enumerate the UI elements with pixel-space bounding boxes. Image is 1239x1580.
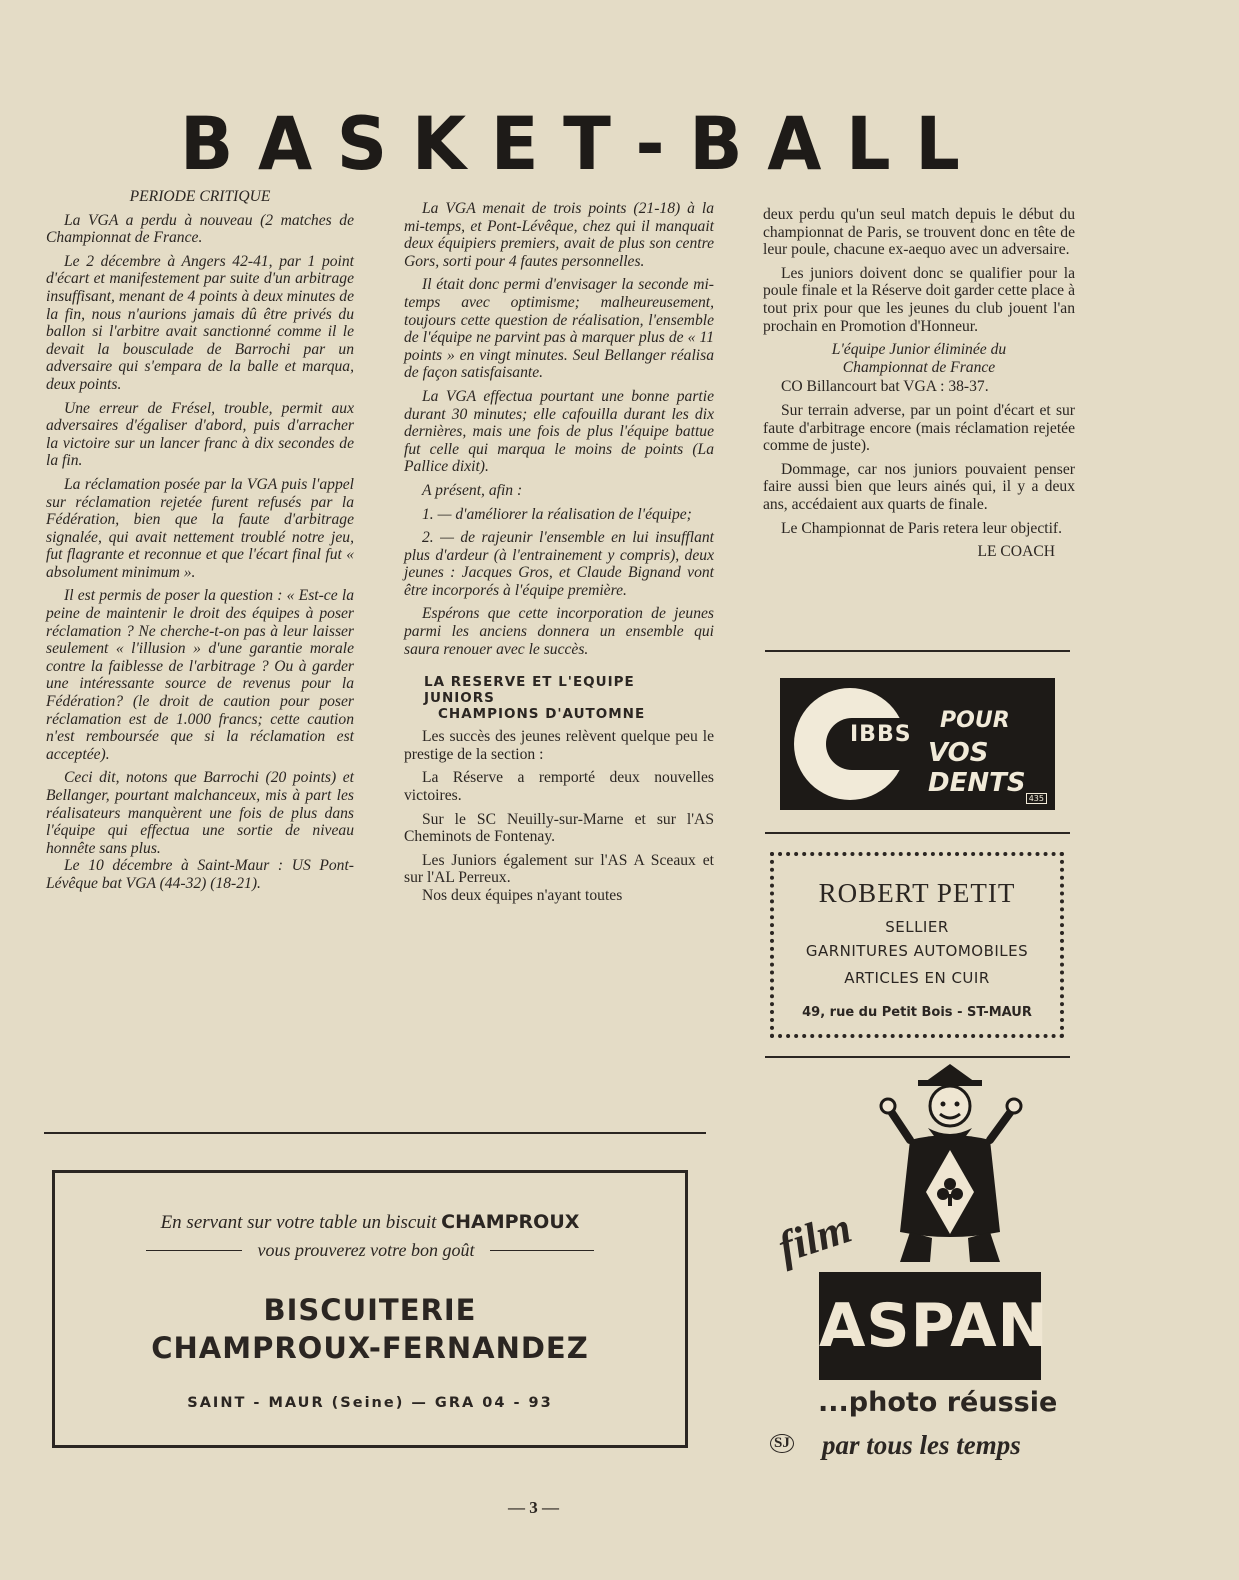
champroux-advertisement	[52, 1170, 688, 1448]
paragraph: Une erreur de Frésel, trouble, permit aux adversaires d'égaliser d'abord, puis d'arracher la victoire sur un lancer franc à dix secondes de la fin.	[46, 399, 354, 470]
section-heading	[424, 674, 714, 722]
article-column-2	[404, 200, 714, 911]
headline-letter: -	[635, 100, 665, 188]
decorative-rule	[490, 1250, 594, 1251]
headline-letter: L	[915, 100, 960, 188]
paragraph: Les succès des jeunes relèvent quelque peu le prestige de la section :	[404, 728, 714, 763]
divider	[44, 1132, 706, 1134]
paragraph: A présent, afin :	[422, 481, 523, 499]
headline-letter: A	[257, 100, 313, 188]
champroux-company-line: BISCUITERIE	[263, 1293, 477, 1327]
headline-letter: L	[846, 100, 891, 188]
section-heading-line: LA RESERVE ET L'EQUIPE	[424, 674, 635, 691]
aspan-tagline-2: par tous les temps	[822, 1430, 1021, 1460]
headline-letter: S	[336, 100, 388, 188]
paragraph: Dommage, car nos juniors pouvaient penser faire aussi bien que leurs ainés qui, il y a deux ans, accédaient aux quarts de finale.	[763, 460, 1075, 513]
paragraph: Il était donc permi d'envisager la seconde mi-temps avec optimisme; malheureusement, toujours cette question de réalisation, l'ensemble de l'équipe ne parvint pas à marquer plus de « 11 points » en vingt minutes. Seul Bellanger réalisa de façon satisfaisante.	[404, 276, 714, 382]
divider	[765, 650, 1070, 652]
aspan-advertisement	[770, 1062, 1070, 1472]
article-subtitle: PERIODE CRITIQUE	[129, 188, 271, 205]
divider	[765, 832, 1070, 834]
gibbs-slogan-2: VOS DENTS	[928, 738, 1026, 798]
paragraph: La réclamation posée par la VGA puis l'appel sur réclamation rejetée furent refusés par la Fédération, bien que la faute d'arbitrage signalée, qui avait nettement troublé notre jeu, fut flagrante et reconnue et que l'écart final fut « absolument minimum ».	[46, 475, 354, 581]
aspan-brand: ASPAN	[819, 1272, 1041, 1380]
paragraph: 1. — d'améliorer la réalisation de l'équipe;	[422, 505, 692, 523]
paragraph: deux perdu qu'un seul match depuis le début du championnat de Paris, se trouvent donc en tête de leur poule, chacune ex-aequo avec un adversaire.	[763, 206, 1075, 259]
champroux-brand: CHAMPROUX	[441, 1211, 580, 1233]
paragraph: La VGA menait de trois points (21-18) à la mi-temps, et Pont-Lévêque, chez qui il manquait deux équipiers premiers, avait de plus son centre Gors, sorti pour 4 fautes personnelles.	[404, 200, 714, 270]
headline-letter: B	[180, 100, 234, 188]
champroux-footer: SAINT - MAUR (Seine) — GRA 04 - 93	[187, 1395, 553, 1411]
paragraph: Sur le SC Neuilly-sur-Marne et sur l'AS Cheminots de Fontenay.	[404, 810, 714, 846]
paragraph: La VGA a perdu à nouveau (2 matches de Championnat de France.	[46, 211, 354, 247]
paragraph: Le 2 décembre à Angers 42-41, par 1 point d'écart et manifestement par suite d'un arbitrage insuffisant, menant de 4 points à deux minutes de la fin, nous n'aurions jamais dû être privés du ballon si l'arbitre avait sanctionné comme il le devait la bousculade de Barrochi par un adversaire qui s'empara de la balle et marqua, deux points.	[46, 252, 354, 393]
champroux-company	[55, 1291, 685, 1367]
paragraph: Espérons que cette incorporation de jeunes parmi les anciens donnera un ensemble qui saura renouer avec le succès.	[404, 605, 714, 658]
aspan-mark: SJ	[770, 1434, 794, 1453]
petit-address: 49, rue du Petit Bois - ST-MAUR	[802, 1005, 1032, 1020]
paragraph: Nos deux équipes n'ayant toutes	[422, 887, 623, 904]
gibbs-advertisement	[780, 678, 1055, 810]
section-heading-line: CHAMPIONS D'AUTOMNE	[438, 706, 646, 723]
headline-letter: B	[689, 100, 743, 188]
subtitle-line: Championnat de France	[842, 358, 996, 376]
champroux-company-line: CHAMPROUX-FERNANDEZ	[151, 1331, 589, 1365]
aspan-film-script: film	[772, 1202, 858, 1273]
headline-letter: A	[767, 100, 822, 188]
gibbs-brand: IBBS	[850, 722, 912, 747]
paragraph: La VGA effectua pourtant une bonne partie durant 30 minutes; elle cafouilla durant les dix dernières, mais une fois de plus l'équipe battue fut celle qui marqua le moins de points (La Pallice dixit).	[404, 387, 714, 476]
paragraph: Le Championnat de Paris retera leur objectif.	[781, 519, 1063, 537]
gibbs-slogan-1: POUR	[940, 708, 1010, 733]
headline-letter: T	[563, 100, 611, 188]
paragraph: Les Juniors également sur l'AS A Sceaux et sur l'AL Perreux.	[404, 851, 714, 887]
headline-letter: K	[411, 100, 467, 188]
article-signature: LE COACH	[977, 543, 1055, 561]
subtitle-line: L'équipe Junior éliminée du	[831, 341, 1007, 359]
paragraph: Les juniors doivent donc se qualifier pour la poule finale et la Réserve doit garder cette place à tout prix pour que les jeunes du club jouent l'an prochain en Promotion d'Honneur.	[763, 264, 1075, 335]
article-column-1	[46, 188, 354, 899]
champroux-line-1	[55, 1211, 685, 1234]
paragraph: Il est permis de poser la question : « Est-ce la peine de maintenir le droit des équipes à poser réclamation ? Ne cherche-t-on pas à leur laisser seulement « l'illusion » d'une garantie morale contre la faiblesse de l'arbitrage ? Ou à garder une intéressante source de revenus pour la Fédération? (le droit de caution pour poser réclamation est de 1.000 francs; cette caution n'est remboursée que si la réclamation est acceptée).	[46, 587, 354, 763]
champroux-line-1-text: En servant sur votre table un biscuit	[160, 1212, 437, 1233]
petit-line: SELLIER	[885, 918, 949, 936]
petit-name: ROBERT PETIT	[818, 878, 1016, 908]
article-subtitle	[763, 341, 1075, 376]
article-column-3	[763, 206, 1075, 567]
gibbs-tag: 435	[1026, 793, 1047, 804]
robert-petit-advertisement	[770, 852, 1064, 1038]
paragraph: Ceci dit, notons que Barrochi (20 points) et Bellanger, pourtant malchanceux, mis à part les réalisateurs manquèrent une fois de plus dans l'équipe qui effectua une sortie de niveau honnête sans plus.	[46, 769, 354, 857]
decorative-rule	[146, 1250, 242, 1251]
paragraph: 2. — de rajeunir l'ensemble en lui insufflant plus d'ardeur (à l'entrainement y compris), deux jeunes : Jacques Gros, et Claude Bignand vont être incorporés à l'équipe première.	[404, 529, 714, 599]
petit-line: GARNITURES AUTOMOBILES	[805, 942, 1029, 960]
page-number: — 3 —	[508, 1498, 559, 1517]
champroux-line-2	[55, 1240, 685, 1261]
paragraph: La Réserve a remporté deux nouvelles victoires.	[404, 769, 714, 805]
headline-basket-ball	[180, 100, 960, 188]
section-heading-line: JUNIORS	[424, 690, 495, 707]
aspan-tagline-1: ...photo réussie	[818, 1387, 1058, 1418]
clown-mascot-icon	[870, 1062, 1030, 1272]
paragraph: Le 10 décembre à Saint-Maur : US Pont-Lévêque bat VGA (44-32) (18-21).	[46, 857, 354, 892]
petit-line: ARTICLES EN CUIR	[844, 969, 990, 987]
paragraph: Sur terrain adverse, par un point d'écart et sur faute d'arbitrage encore (mais réclamation rejetée comme de juste).	[763, 401, 1075, 455]
champroux-line-2-text: vous prouverez votre bon goût	[257, 1240, 475, 1260]
headline-letter: E	[490, 100, 539, 188]
paragraph: CO Billancourt bat VGA : 38-37.	[781, 378, 989, 396]
divider	[765, 1056, 1070, 1058]
